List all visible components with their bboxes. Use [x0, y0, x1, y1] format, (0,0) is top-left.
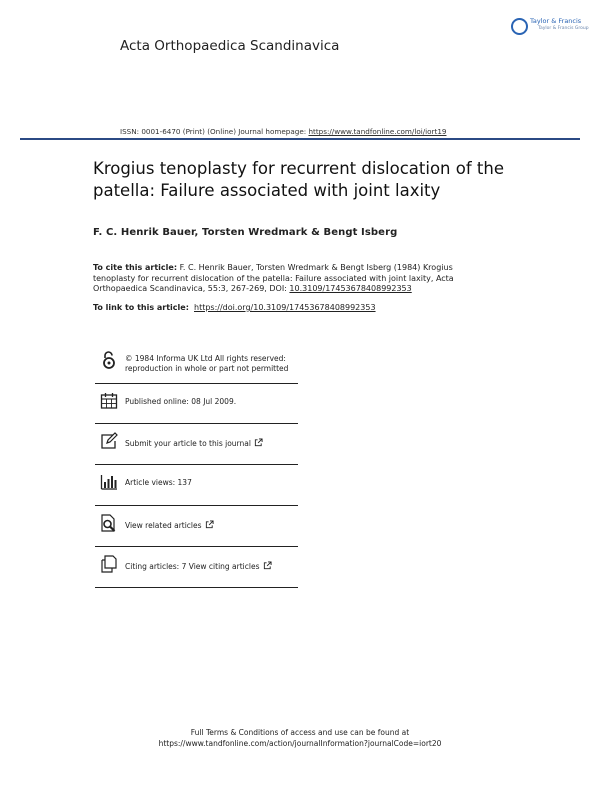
article-doi-url[interactable]: https://doi.org/10.3109/17453678408992353: [194, 303, 376, 312]
submit-article-link[interactable]: [125, 438, 263, 449]
issn-line: [120, 127, 446, 136]
header-rule: [20, 138, 580, 140]
bar-chart-icon: [100, 473, 118, 491]
publisher-logo-text: Taylor & Francis: [530, 17, 582, 25]
citation-doi-link[interactable]: 10.3109/17453678408992353: [289, 284, 412, 293]
external-link-icon: [254, 438, 263, 447]
info-divider: [95, 464, 298, 465]
info-divider: [95, 505, 298, 506]
external-link-icon: [205, 520, 214, 529]
citation-label: To cite this article:: [93, 263, 178, 272]
open-access-lock-icon: [100, 351, 118, 369]
article-link-label: To link to this article:: [93, 303, 189, 312]
info-divider: [95, 546, 298, 547]
article-views: Article views: 137: [125, 478, 192, 487]
related-articles-icon: [100, 514, 118, 532]
related-articles-label: View related articles: [125, 521, 202, 530]
info-divider: [95, 423, 298, 424]
citation-block: [93, 263, 473, 295]
published-item: [95, 392, 298, 412]
copyright-line-1: © 1984 Informa UK Ltd All rights reserved:: [125, 354, 286, 363]
article-title: Krogius tenoplasty for recurrent dislocation of the patella: Failure associated with joint laxity: [93, 159, 504, 200]
external-link-icon: [263, 561, 272, 570]
published-date: Published online: 08 Jul 2009.: [125, 397, 237, 406]
citing-articles-label: Citing articles: 7 View citing articles: [125, 562, 260, 571]
footer: [0, 727, 600, 749]
info-divider: [95, 587, 298, 588]
citation-text: F. C. Henrik Bauer, Torsten Wredmark & Bengt Isberg (1984) Krogius tenoplasty for recurrent dislocation of the patella: Failure associated with joint laxity, Acta Orthopaedica Scandinavica, 55:3, 267-269, DOI:: [93, 263, 454, 293]
citing-articles-link[interactable]: [125, 561, 272, 572]
edit-icon: [100, 432, 118, 450]
publisher-logo-subtext: Taylor & Francis Group: [538, 26, 589, 31]
article-link-line: [93, 303, 376, 312]
copyright-item: [95, 351, 298, 381]
related-articles-link[interactable]: [125, 520, 214, 531]
publisher-logo-icon: [511, 18, 528, 35]
submit-article-label: Submit your article to this journal: [125, 439, 251, 448]
footer-terms-url[interactable]: https://www.tandfonline.com/action/journalInformation?journalCode=iort20: [158, 739, 442, 748]
info-divider: [95, 383, 298, 384]
views-item: [95, 473, 298, 493]
related-item[interactable]: [95, 514, 298, 534]
journal-homepage-link[interactable]: https://www.tandfonline.com/loi/iort19: [308, 127, 447, 136]
citing-item[interactable]: [95, 555, 298, 575]
issn-text: ISSN: 0001-6470 (Print) (Online) Journal homepage:: [120, 127, 309, 136]
footer-terms-text: Full Terms & Conditions of access and use can be found at: [190, 728, 410, 737]
journal-title: Acta Orthopaedica Scandinavica: [120, 38, 340, 54]
copyright-line-2: reproduction in whole or part not permitted: [125, 364, 289, 373]
publisher-logo[interactable]: [511, 16, 587, 38]
citing-articles-icon: [100, 555, 118, 573]
calendar-icon: [100, 392, 118, 410]
submit-item[interactable]: [95, 432, 298, 452]
article-authors: F. C. Henrik Bauer, Torsten Wredmark & Bengt Isberg: [93, 227, 398, 238]
